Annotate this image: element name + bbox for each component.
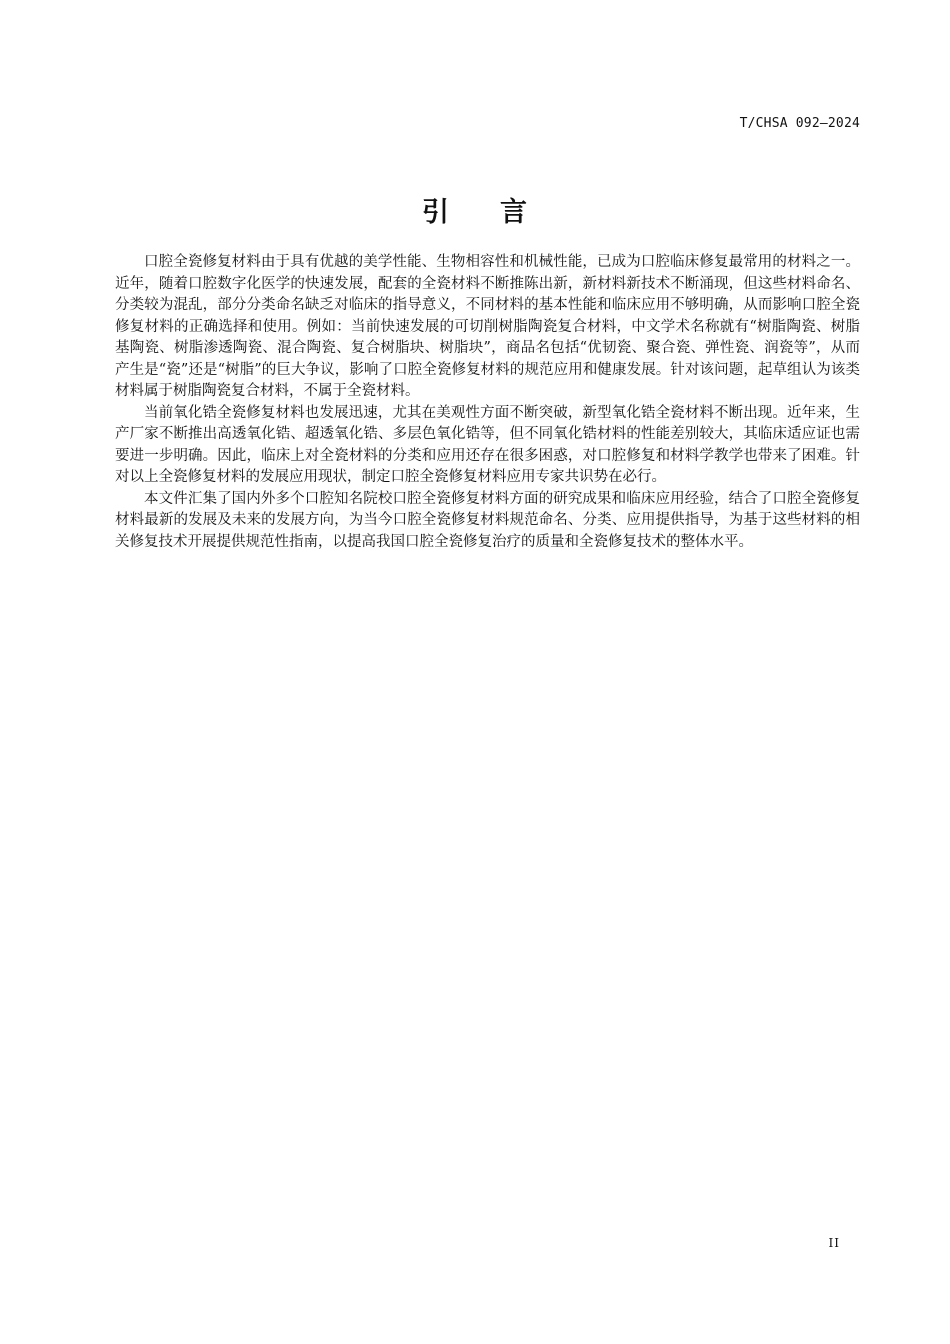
paragraph-3: 本文件汇集了国内外多个口腔知名院校口腔全瓷修复材料方面的研究成果和临床应用经验，结合了口腔全瓷修复材料最新的发展及未来的发展方向，为当今口腔全瓷修复材料规范命名、分类、应用提供指导，为基于这些材料的相关修复技术开展提供规范性指南，以提高我国口腔全瓷修复治疗的质量和全瓷修复技术的整体水平。 bbox=[115, 490, 860, 550]
paragraph-1: 口腔全瓷修复材料由于具有优越的美学性能、生物相容性和机械性能，已成为口腔临床修复最常用的材料之一。近年，随着口腔数字化医学的快速发展，配套的全瓷材料不断推陈出新，新材料新技术不断涌现，但这些材料命名、分类较为混乱，部分分类命名缺乏对临床的指导意义，不同材料的基本性能和临床应用不够明确，从而影响口腔全瓷修复材料的正确选择和使用。例如：当前快速发展的可切削树脂陶瓷复合材料，中文学术名称就有“树脂陶瓷、树脂基陶瓷、树脂渗透陶瓷、混合陶瓷、复合树脂块、树脂块”，商品名包括“优韧瓷、聚合瓷、弹性瓷、润瓷等”，从而产生是“瓷”还是“树脂”的巨大争议，影响了口腔全瓷修复材料的规范应用和健康发展。针对该问题，起草组认为该类材料属于树脂陶瓷复合材料，不属于全瓷材料。 bbox=[115, 254, 860, 399]
title-char-1: 引 bbox=[422, 197, 450, 228]
title-char-2: 言 bbox=[500, 197, 528, 228]
introduction-body bbox=[115, 252, 860, 553]
standard-code: T/CHSA 092—2024 bbox=[739, 116, 860, 131]
paragraph-2: 当前氧化锆全瓷修复材料也发展迅速，尤其在美观性方面不断突破，新型氧化锆全瓷材料不断出现。近年来，生产厂家不断推出高透氧化锆、超透氧化锆、多层色氧化锆等，但不同氧化锆材料的性能差别较大，其临床适应证也需要进一步明确。因此，临床上对全瓷材料的分类和应用还存在很多困惑，对口腔修复和材料学教学也带来了困难。针对以上全瓷修复材料的发展应用现状，制定口腔全瓷修复材料应用专家共识势在必行。 bbox=[115, 404, 860, 485]
page-title bbox=[0, 190, 950, 229]
page-number: II bbox=[828, 1236, 840, 1250]
